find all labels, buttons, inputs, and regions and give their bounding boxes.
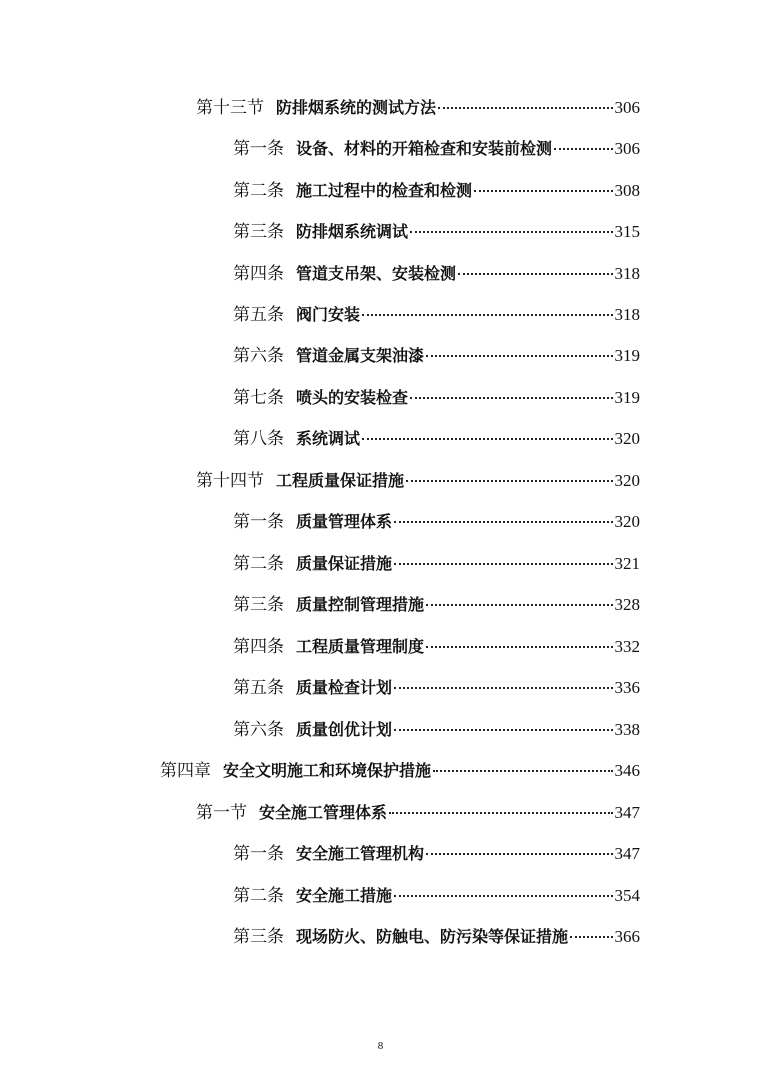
dot-leader: [554, 148, 612, 150]
entry-title: 质量控制管理措施: [296, 595, 425, 614]
entry-title: 现场防火、防触电、防污染等保证措施: [296, 927, 569, 946]
toc-entry[interactable]: [233, 590, 640, 620]
entry-title: 管道金属支架油漆: [296, 346, 425, 365]
dot-leader: [362, 314, 612, 316]
entry-page: 319: [614, 346, 640, 365]
dot-leader: [433, 770, 612, 772]
entry-number: 第三条: [233, 595, 284, 615]
entry-number: 第二条: [233, 886, 284, 906]
entry-number: 第一节: [196, 803, 247, 823]
entry-title: 喷头的安装检查: [296, 388, 409, 407]
entry-page: 320: [614, 512, 640, 531]
entry-page: 332: [614, 637, 640, 656]
entry-page: 318: [614, 264, 640, 283]
entry-number: 第三条: [233, 927, 284, 947]
toc-entry[interactable]: [196, 93, 640, 123]
entry-number: 第四章: [160, 761, 211, 781]
toc-entry[interactable]: [233, 549, 640, 579]
page-number: 8: [377, 1040, 384, 1052]
dot-leader: [570, 936, 612, 938]
toc-entry[interactable]: [196, 798, 640, 828]
dot-leader: [394, 521, 612, 523]
entry-title: 阀门安装: [296, 305, 361, 324]
entry-title: 质量检查计划: [296, 678, 393, 697]
entry-title: 质量创优计划: [296, 720, 393, 739]
entry-title: 设备、材料的开箱检查和安装前检测: [296, 139, 553, 158]
entry-page: 354: [614, 886, 640, 905]
entry-title: 安全施工措施: [296, 886, 393, 905]
toc-entry[interactable]: [233, 507, 640, 537]
entry-page: 308: [614, 181, 640, 200]
toc-entry[interactable]: [233, 176, 640, 206]
toc-entry[interactable]: [160, 756, 640, 786]
entry-number: 第四条: [233, 637, 284, 657]
entry-page: 347: [614, 844, 640, 863]
dot-leader: [426, 646, 612, 648]
entry-number: 第三条: [233, 222, 284, 242]
entry-page: 328: [614, 595, 640, 614]
dot-leader: [474, 190, 612, 192]
toc-entry[interactable]: [233, 922, 640, 952]
toc-entry[interactable]: [233, 134, 640, 164]
toc-entry[interactable]: [233, 259, 640, 289]
entry-title: 安全文明施工和环境保护措施: [223, 761, 432, 780]
entry-number: 第五条: [233, 305, 284, 325]
toc-entry[interactable]: [233, 881, 640, 911]
entry-number: 第十三节: [196, 98, 264, 118]
dot-leader: [406, 480, 612, 482]
entry-number: 第二条: [233, 554, 284, 574]
entry-title: 系统调试: [296, 429, 361, 448]
entry-title: 工程质量保证措施: [276, 471, 405, 490]
entry-title: 工程质量管理制度: [296, 637, 425, 656]
entry-page: 320: [614, 471, 640, 490]
dot-leader: [410, 231, 612, 233]
entry-page: 306: [614, 98, 640, 117]
entry-number: 第一条: [233, 844, 284, 864]
entry-page: 319: [614, 388, 640, 407]
dot-leader: [410, 397, 612, 399]
entry-title: 安全施工管理体系: [259, 803, 388, 822]
entry-page: 366: [614, 927, 640, 946]
entry-number: 第二条: [233, 181, 284, 201]
entry-number: 第五条: [233, 678, 284, 698]
toc-entry[interactable]: [233, 715, 640, 745]
dot-leader: [426, 604, 612, 606]
toc-entry[interactable]: [233, 839, 640, 869]
entry-page: 347: [614, 803, 640, 822]
dot-leader: [458, 273, 612, 275]
toc-entry[interactable]: [233, 341, 640, 371]
dot-leader: [438, 107, 612, 109]
entry-number: 第十四节: [196, 471, 264, 491]
entry-number: 第六条: [233, 346, 284, 366]
toc-entry[interactable]: [196, 466, 640, 496]
entry-page: 336: [614, 678, 640, 697]
entry-title: 防排烟系统调试: [296, 222, 409, 241]
entry-page: 306: [614, 139, 640, 158]
entry-number: 第一条: [233, 139, 284, 159]
entry-number: 第四条: [233, 264, 284, 284]
toc-entry[interactable]: [233, 383, 640, 413]
entry-number: 第八条: [233, 429, 284, 449]
toc-entry[interactable]: [233, 217, 640, 247]
toc-entry[interactable]: [233, 300, 640, 330]
dot-leader: [426, 853, 612, 855]
dot-leader: [394, 895, 612, 897]
entry-number: 第六条: [233, 720, 284, 740]
entry-title: 管道支吊架、安装检测: [296, 264, 457, 283]
entry-page: 321: [614, 554, 640, 573]
entry-page: 315: [614, 222, 640, 241]
dot-leader: [394, 729, 612, 731]
toc-entry[interactable]: [233, 632, 640, 662]
toc-entry[interactable]: [233, 673, 640, 703]
dot-leader: [389, 812, 612, 814]
dot-leader: [362, 438, 612, 440]
dot-leader: [394, 563, 612, 565]
toc-entry[interactable]: [233, 424, 640, 454]
entry-title: 防排烟系统的测试方法: [276, 98, 437, 117]
entry-page: 346: [614, 761, 640, 780]
dot-leader: [426, 355, 612, 357]
entry-title: 安全施工管理机构: [296, 844, 425, 863]
entry-title: 质量管理体系: [296, 512, 393, 531]
dot-leader: [394, 687, 612, 689]
entry-title: 施工过程中的检查和检测: [296, 181, 473, 200]
entry-number: 第七条: [233, 388, 284, 408]
entry-title: 质量保证措施: [296, 554, 393, 573]
entry-page: 320: [614, 429, 640, 448]
entry-page: 318: [614, 305, 640, 324]
entry-number: 第一条: [233, 512, 284, 532]
entry-page: 338: [614, 720, 640, 739]
